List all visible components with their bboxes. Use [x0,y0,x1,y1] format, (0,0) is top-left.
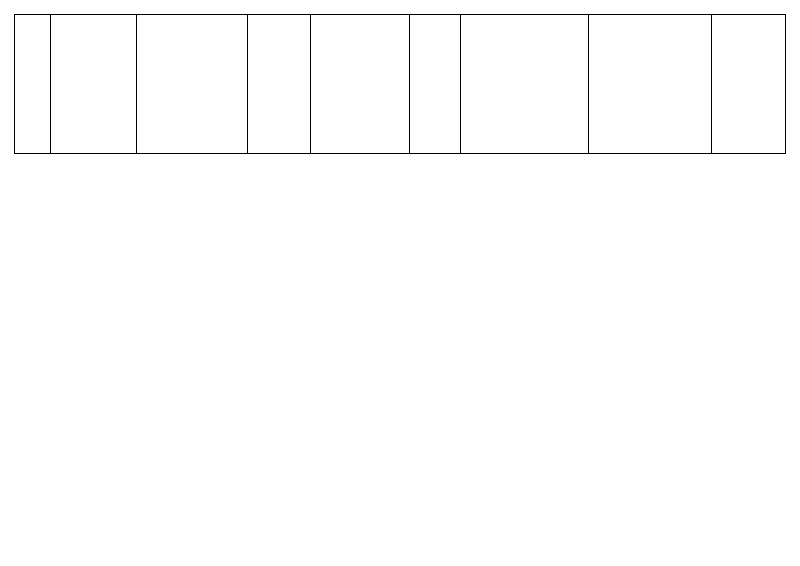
cell-age [248,15,311,154]
cell-teacher [589,15,712,154]
cell-num [15,15,51,154]
cell-link [461,15,589,154]
cell-work [311,15,410,154]
cell-name [51,15,137,154]
results-table [14,14,786,154]
cell-result [712,15,786,154]
table-row [15,15,786,154]
table-body [15,15,786,154]
cell-school [137,15,248,154]
cell-time [410,15,461,154]
